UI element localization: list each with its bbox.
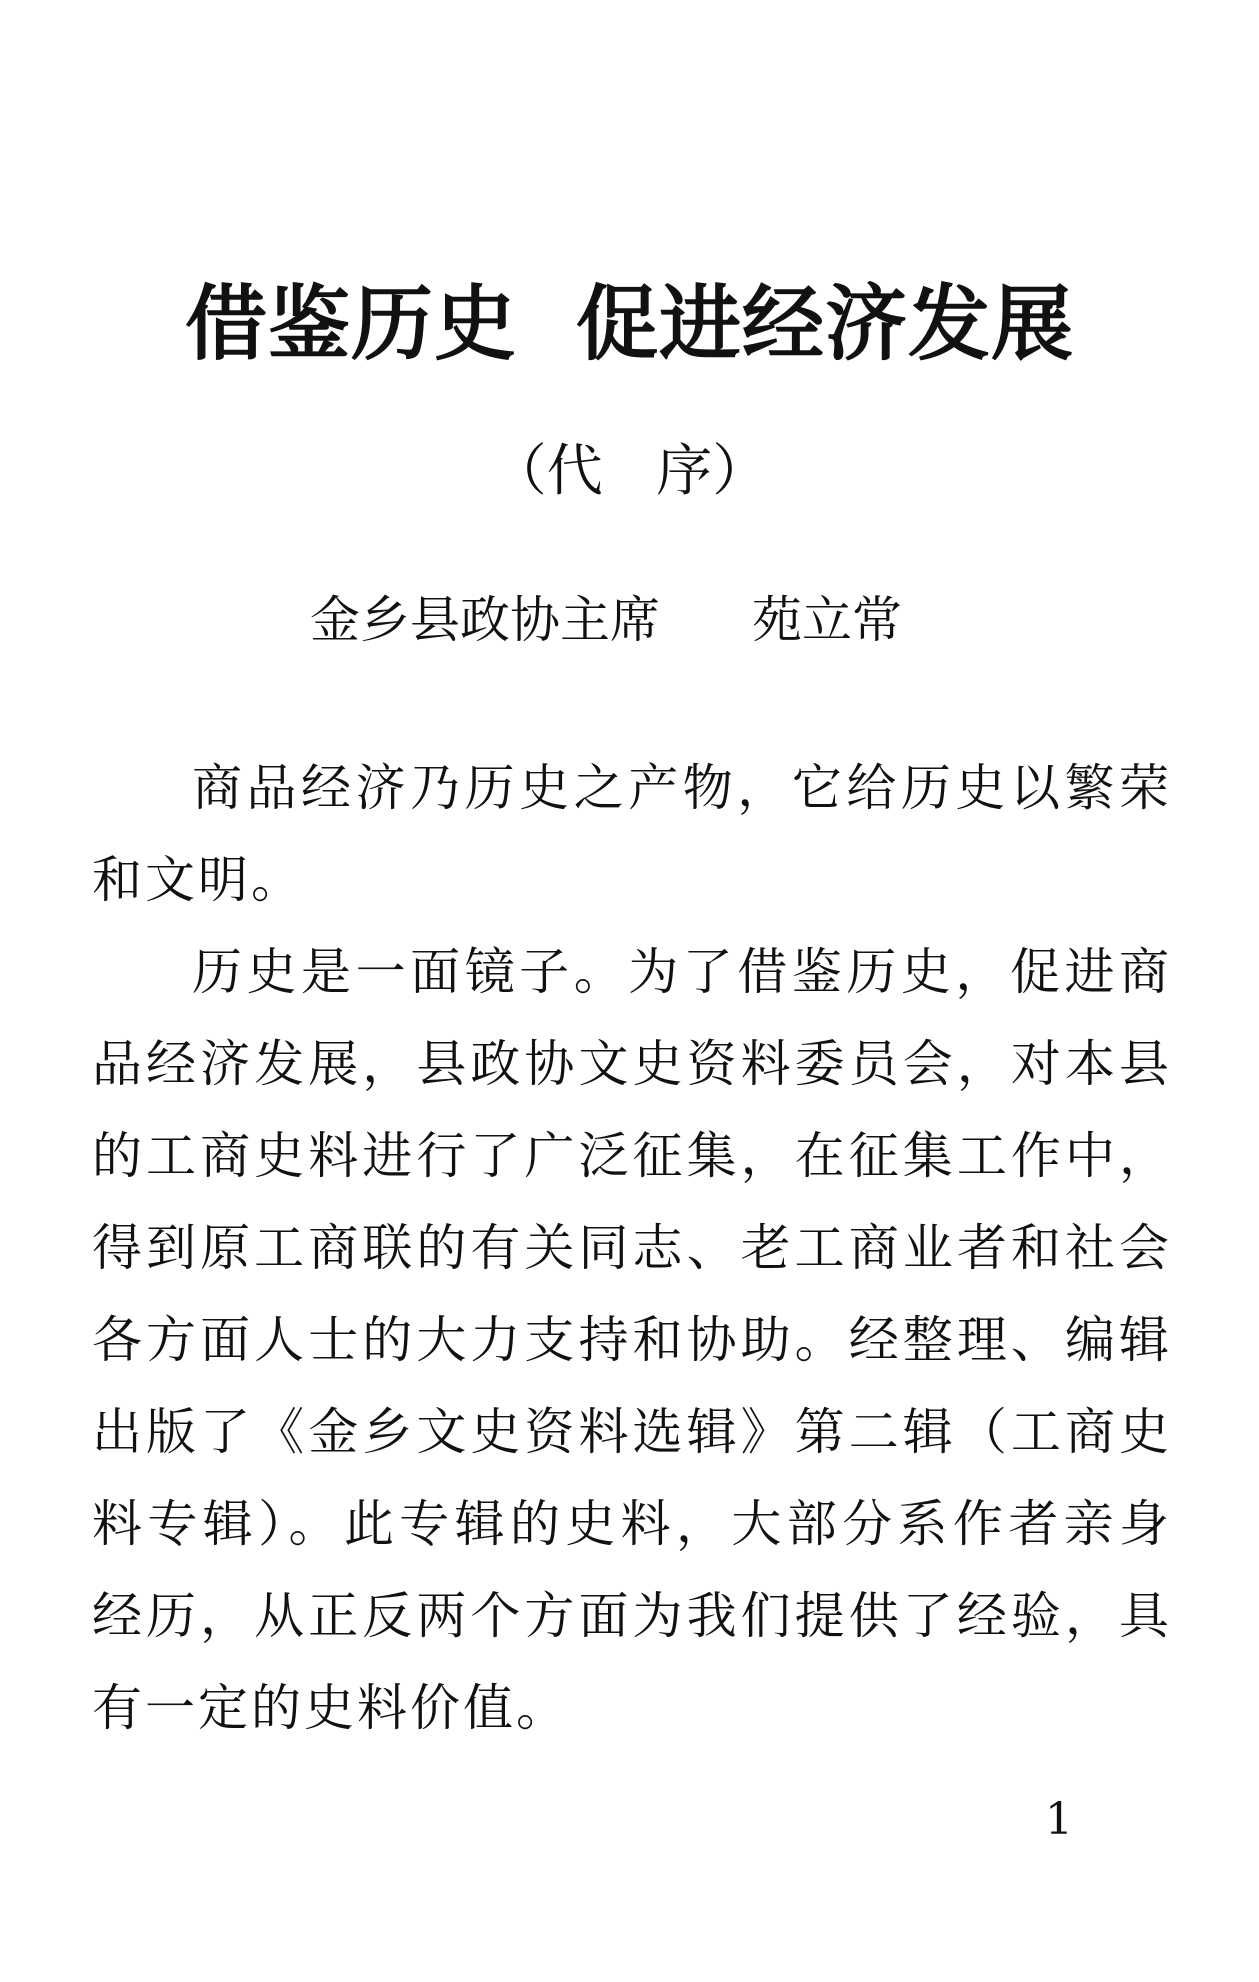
paragraph: 历史是一面镜子。为了借鉴历史，促进商品经济发展，县政协文史资料委员会，对本县的工商史料进行了广泛征集，在征集工作中，得到原工商联的有关同志、老工商业者和社会各方面人士的大力支持和协助。经整理、编辑出版了《金乡文史资料选辑》第二辑（工商史料专辑）。此专辑的史料，大部分系作者亲身经历，从正反两个方面为我们提供了经验，具有一定的史料价值。 bbox=[92, 943, 1172, 1737]
paragraph: 商品经济乃历史之产物，它给历史以繁荣和文明。 bbox=[92, 759, 1172, 909]
author-name: 苑立常 bbox=[752, 591, 902, 649]
author-position: 金乡县政协主席 bbox=[310, 591, 660, 649]
page-number: 1 bbox=[1045, 1794, 1073, 1845]
body-text bbox=[92, 742, 1172, 1754]
author-line bbox=[310, 585, 1010, 655]
page-subtitle: （代 序） bbox=[490, 439, 769, 504]
page-title: 借鉴历史 促进经济发展 bbox=[184, 277, 1075, 372]
